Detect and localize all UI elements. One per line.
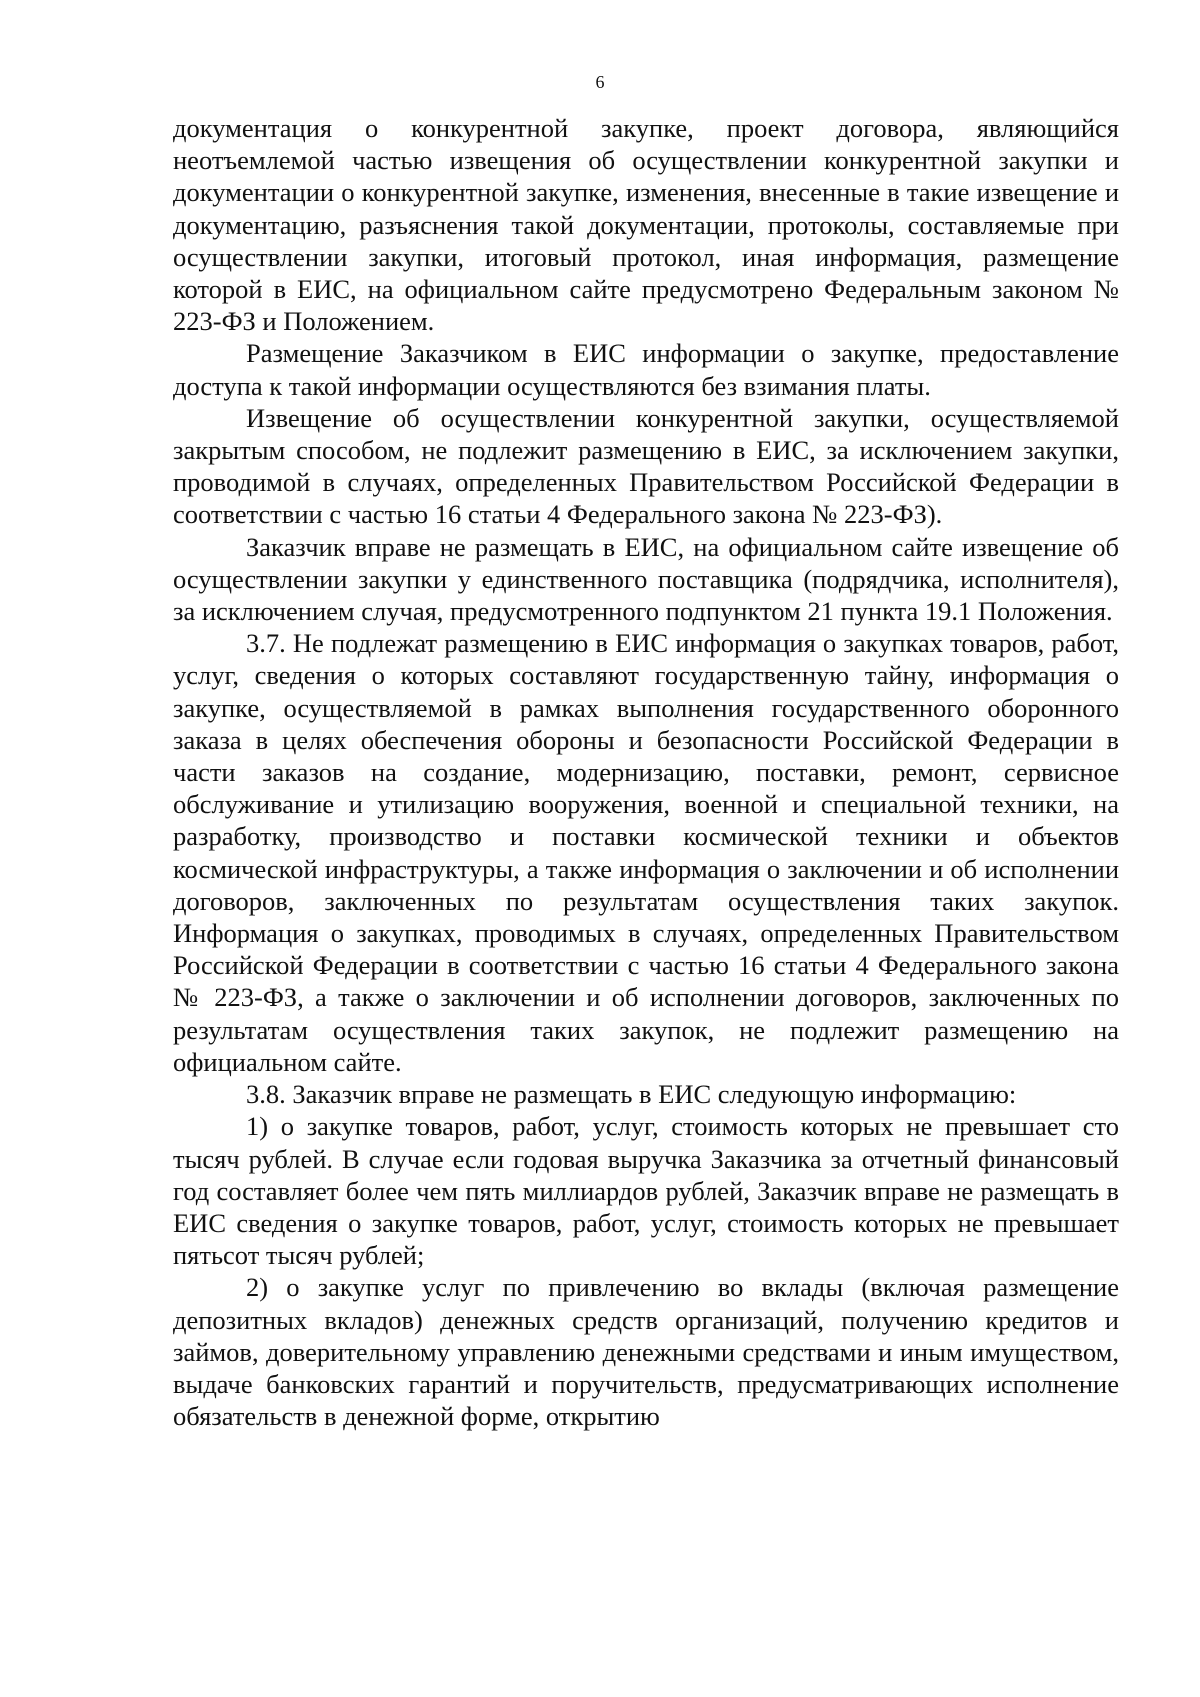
page-number: 6 bbox=[595, 72, 605, 92]
document-body bbox=[173, 112, 1119, 1432]
paragraph-free-access: Размещение Заказчиком в ЕИС информации о закупке, предоставление доступа к такой информации осуществляются без взимания платы. bbox=[173, 338, 1119, 401]
list-item-2: 2) о закупке услуг по привлечению во вклады (включая размещение депозитных вкладов) денежных средств организаций, получению кредитов и займов, доверительному управлению денежными средствами и иным имуществом, выдаче банковских гарантий и поручительств, предусматривающих исполнение обязательств в денежной форме, открытию bbox=[173, 1272, 1119, 1432]
list-item-1: 1) о закупке товаров, работ, услуг, стоимость которых не превышает сто тысяч рублей. В случае если годовая выручка Заказчика за отчетный финансовый год составляет более чем пять миллиардов рублей, Заказчик вправе не размещать в ЕИС сведения о закупке товаров, работ, услуг, стоимость которых не превышает пятьсот тысяч рублей; bbox=[173, 1111, 1119, 1271]
paragraph-document-list: документация о конкурентной закупке, проект договора, являющийся неотъемлемой частью извещения об осуществлении конкурентной закупки и документации о конкурентной закупке, изменения, внесенные в такие извещение и документацию, разъяснения такой документации, протоколы, составляемые при осуществлении закупки, итоговый протокол, иная информация, размещение которой в ЕИС, на официальном сайте предусмотрено Федеральным законом № 223-ФЗ и Положением. bbox=[173, 113, 1119, 337]
paragraph-closed-procurement: Извещение об осуществлении конкурентной закупки, осуществляемой закрытым способом, не подлежит размещению в ЕИС, за исключением закупки, проводимой в случаях, определенных Правительством Российской Федерации в соответствии с частью 16 статьи 4 Федерального закона № 223-ФЗ). bbox=[173, 402, 1119, 530]
paragraph-single-supplier: Заказчик вправе не размещать в ЕИС, на официальном сайте извещение об осуществлении закупки у единственного поставщика (подрядчика, исполнителя), за исключением случая, предусмотренного подпунктом 21 пункта 19.1 Положения. bbox=[173, 531, 1119, 627]
paragraph-section-3-8: 3.8. Заказчик вправе не размещать в ЕИС следующую информацию: bbox=[246, 1079, 1017, 1110]
paragraph-section-3-7: 3.7. Не подлежат размещению в ЕИС информация о закупках товаров, работ, услуг, сведения о которых составляют государственную тайну, информация о закупке, осуществляемой в рамках выполнения государственного оборонного заказа в целях обеспечения обороны и безопасности Российской Федерации в части заказов на создание, модернизацию, поставки, ремонт, сервисное обслуживание и утилизацию вооружения, военной и специальной техники, на разработку, производство и поставки космической техники и объектов космической инфраструктуры, а также информация о заключении и об исполнении договоров, заключенных по результатам осуществления таких закупок. Информация о закупках, проводимых в случаях, определенных Правительством Российской Федерации в соответствии с частью 16 статьи 4 Федерального закона № 223-ФЗ, а также о заключении и об исполнении договоров, заключенных по результатам осуществления таких закупок, не подлежит размещению на официальном сайте. bbox=[173, 628, 1119, 1077]
